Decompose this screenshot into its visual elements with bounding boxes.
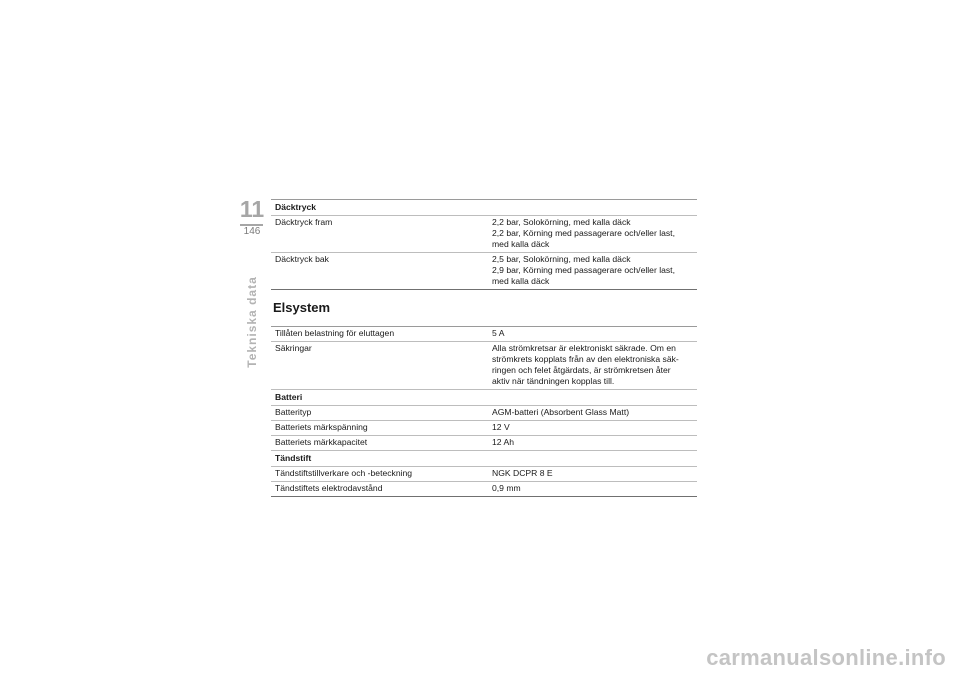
content xyxy=(271,199,697,497)
chapter-number: 11 xyxy=(239,196,265,222)
table-row xyxy=(271,216,697,253)
section-heading: Batteri xyxy=(271,390,697,406)
spec-value: NGK DCPR 8 E xyxy=(488,467,697,482)
spec-value: 5 A xyxy=(488,327,697,342)
watermark: carmanualsonline.info xyxy=(706,645,946,670)
table-row xyxy=(271,436,697,451)
spec-label: Tillåten belastning för eluttagen xyxy=(271,327,488,342)
spec-label: Tändstiftstillverkare och -beteckning xyxy=(271,467,488,482)
spec-value: AGM-batteri (Absorbent Glass Matt) xyxy=(488,406,697,421)
spec-value: 2,2 bar, Solokörning, med kalla däck 2,2 bar, Körning med passagerare och/eller last, med kalla däck xyxy=(488,216,697,253)
spec-label: Batteriets märkkapacitet xyxy=(271,436,488,451)
chapter-title: Tekniska data xyxy=(245,276,259,368)
spec-value: 12 V xyxy=(488,421,697,436)
spec-label: Batteriets märkspänning xyxy=(271,421,488,436)
table-row xyxy=(271,406,697,421)
tire-pressure-table xyxy=(271,199,697,290)
section-heading: Tändstift xyxy=(271,451,697,467)
spec-label: Batterityp xyxy=(271,406,488,421)
spec-label: Tändstiftets elektrodavstånd xyxy=(271,482,488,497)
page-number: 146 xyxy=(243,226,261,237)
section-heading: Däcktryck xyxy=(271,200,697,216)
table-row xyxy=(271,467,697,482)
spec-value: 0,9 mm xyxy=(488,482,697,497)
spec-label: Däcktryck fram xyxy=(271,216,488,253)
section-title: Elsystem xyxy=(273,300,331,315)
spec-value: 12 Ah xyxy=(488,436,697,451)
spec-label: Däcktryck bak xyxy=(271,253,488,290)
table-row xyxy=(271,482,697,497)
spec-value: Alla strömkretsar är elektroniskt säkrade. Om en strömkrets kopplats från av den elektroniska säk- ringen och felet åtgärdats, är strömkretsen åter aktiv när tändningen kopplas till. xyxy=(488,342,697,390)
table-row xyxy=(271,421,697,436)
table-row xyxy=(271,390,697,406)
spec-value: 2,5 bar, Solokörning, med kalla däck 2,9 bar, Körning med passagerare och/eller last, med kalla däck xyxy=(488,253,697,290)
spec-label: Säkringar xyxy=(271,342,488,390)
table-row xyxy=(271,200,697,216)
table-row xyxy=(271,253,697,290)
table-row xyxy=(271,451,697,467)
electrical-table xyxy=(271,326,697,497)
table-row xyxy=(271,327,697,342)
table-row xyxy=(271,342,697,390)
